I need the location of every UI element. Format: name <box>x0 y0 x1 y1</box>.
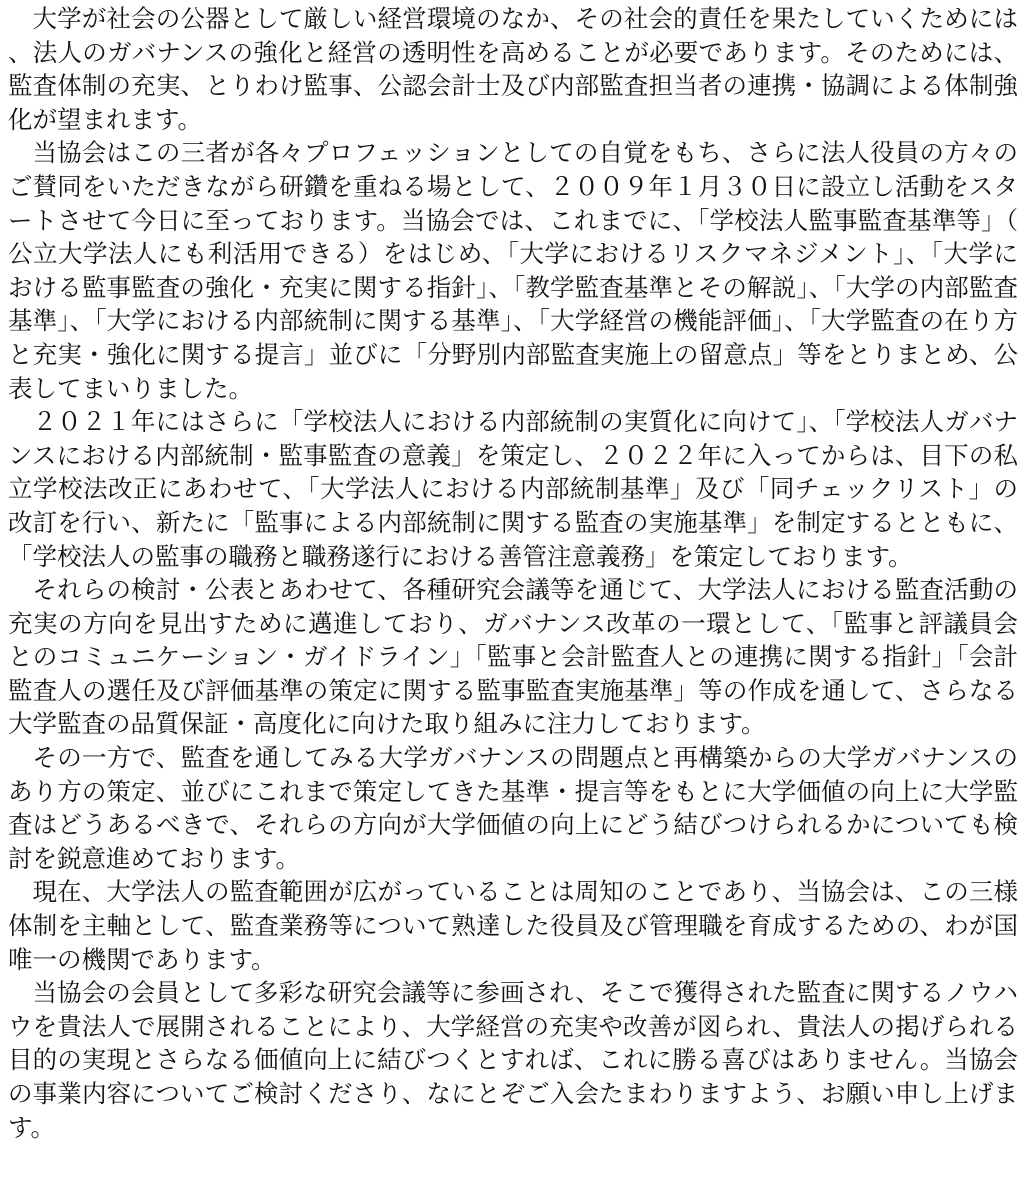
paragraph-6: 現在、大学法人の監査範囲が広がっていることは周知のことであり、当協会は、この三様体制を主軸として、監査業務等について熟達した役員及び管理職を育成するための、わが国唯一の機関であります。 <box>8 877 1018 974</box>
paragraph-7: 当協会の会員として多彩な研究会議等に参画され、そこで獲得された監査に関するノウハウを貴法人で展開されることにより、大学経営の充実や改善が図られ、貴法人の掲げられる目的の実現とさらなる価値向上に結びつくとすれば、これに勝る喜びはありません。当協会の事業内容についてご検討くださり、なにとぞご入会たまわりますよう、お願い申し上げます。 <box>8 978 1018 1142</box>
paragraph-2: 当協会はこの三者が各々プロフェッションとしての自覚をもち、さらに法人役員の方々のご賛同をいただきながら研鑽を重ねる場として、２００９年１月３０日に設立し活動をスタートさせて今日に至っております。当協会では、これまでに、「学校法人監事監査基準等」（公立大学法人にも利活用できる）をはじめ、「大学におけるリスクマネジメント」、「大学における監事監査の強化・充実に関する指針」、「教学監査基準とその解説」、「大学の内部監査基準」、「大学における内部統制に関する基準」、「大学経営の機能評価」、「大学監査の在り方と充実・強化に関する提言」並びに「分野別内部監査実施上の留意点」等をとりまとめ、公表してまいりました。 <box>8 138 1018 403</box>
paragraph-5: その一方で、監査を通してみる大学ガバナンスの問題点と再構築からの大学ガバナンスのあり方の策定、並びにこれまで策定してきた基準・提言等をもとに大学価値の向上に大学監査はどうあるべきで、それらの方向が大学価値の向上にどう結びつけられるかについても検討を鋭意進めております。 <box>8 743 1018 873</box>
paragraph-1: 大学が社会の公器として厳しい経営環境のなか、その社会的責任を果たしていくためには、法人のガバナンスの強化と経営の透明性を高めることが必要であります。そのためには、監査体制の充実、とりわけ監事、公認会計士及び内部監査担当者の連携・協調による体制強化が望まれます。 <box>8 4 1018 134</box>
paragraph-4: それらの検討・公表とあわせて、各種研究会議等を通じて、大学法人における監査活動の充実の方向を見出すために邁進しており、ガバナンス改革の一環として、「監事と評議員会とのコミュニケーション・ガイドライン」「監事と会計監査人との連携に関する指針」「会計監査人の選任及び評価基準の策定に関する監事監査実施基準」等の作成を通して、さらなる大学監査の品質保証・高度化に向けた取り組みに注力しております。 <box>8 575 1018 739</box>
paragraph-3: ２０２１年にはさらに「学校法人における内部統制の実質化に向けて」、「学校法人ガバナンスにおける内部統制・監事監査の意義」を策定し、２０２２年に入ってからは、目下の私立学校法改正にあわせて、「大学法人における内部統制基準」及び「同チェックリスト」の改訂を行い、新たに「監事による内部統制に関する監査の実施基準」を制定するとともに、「学校法人の監事の職務と職務遂行における善管注意義務」を策定しております。 <box>8 407 1018 571</box>
